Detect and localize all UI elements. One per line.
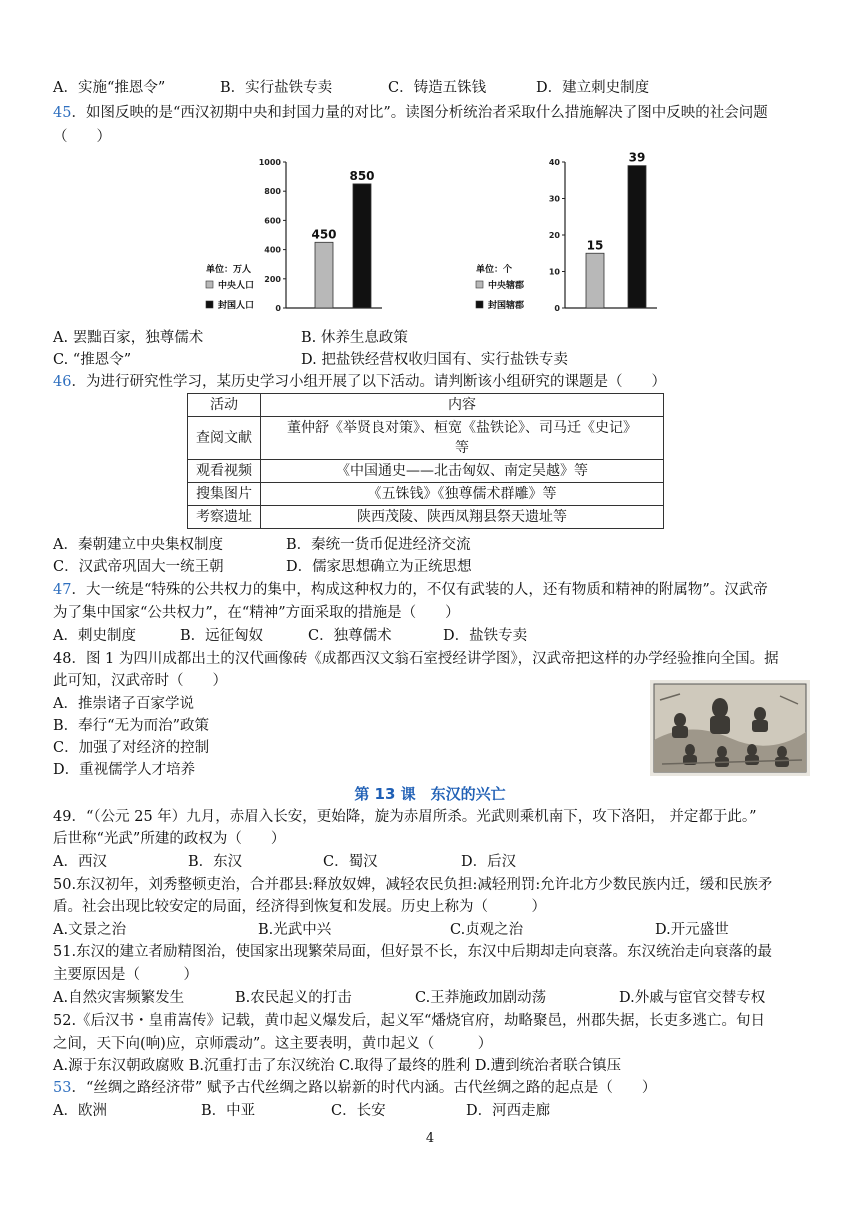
data-label: 15 [586, 238, 604, 253]
bar [586, 253, 604, 308]
q50-stem-line1: 50.东汉初年，刘秀整顿吏治，合并郡县:释放奴婢，减轻农民负担:减轻刑罚:允许北方少数民族内迁，缓和民族矛 [53, 877, 773, 893]
q46-options-row1 [53, 535, 471, 555]
legend-swatch [206, 301, 213, 308]
option-d: D．盐铁专卖 [443, 628, 528, 644]
population-bar-chart [200, 150, 390, 318]
legend-label: 封国人口 [218, 301, 255, 311]
table-cell: 《五铢钱》《独尊儒术群雕》等 [261, 483, 664, 506]
option-d: D．建立刺史制度 [536, 80, 650, 96]
option-c: C．蜀汉 [323, 854, 378, 870]
q47-stem-line1 [53, 580, 768, 600]
y-tick-label: 10 [548, 267, 560, 277]
table-cell: 搜集图片 [188, 483, 261, 506]
q49-stem-line2: 后世称“光武”所建的政权为（ ） [53, 831, 286, 847]
y-tick-label: 800 [264, 187, 281, 197]
table-row [188, 506, 664, 529]
option-a: A．推崇诸子百家学说 [53, 696, 194, 712]
table-cell: 考察遗址 [188, 506, 261, 529]
q51-stem-line2: 主要原因是（ ） [53, 967, 198, 983]
option-b: B. 休养生息政策 [301, 330, 408, 346]
q48-stem-line2: 此可知，汉武帝时（ ） [53, 673, 227, 689]
han-brick-relief-image [650, 680, 810, 776]
option-d: D．重视儒学人才培养 [53, 762, 196, 778]
y-tick-label: 20 [548, 231, 560, 240]
q53-stem [53, 1078, 656, 1098]
table-cell [261, 417, 664, 460]
question-number: 45 [53, 105, 72, 121]
option-a: A．刺史制度 [53, 628, 136, 644]
option-b: B．秦统一货币促进经济交流 [286, 537, 471, 553]
table-cell: 观看视频 [188, 460, 261, 483]
y-tick-label: 30 [548, 194, 560, 204]
page-number: 4 [425, 1131, 435, 1146]
cell-line: 等 [455, 440, 469, 456]
question-number: 53 [53, 1080, 72, 1096]
legend-swatch [206, 281, 213, 288]
question-text: ．大一统是“特殊的公共权力的集中，构成这种权力的，不仅有武装的人，还有物质和精神的附属物”。汉武帝 [71, 582, 768, 598]
table-header-row [188, 394, 664, 417]
y-tick-label: 1000 [258, 158, 281, 167]
table-row [188, 417, 664, 460]
table-cell: 查阅文献 [188, 417, 261, 460]
option-a: A.自然灾害频繁发生 [53, 990, 185, 1006]
option-d: D.外戚与宦官交替专权 [619, 990, 766, 1006]
legend-swatch [476, 281, 483, 288]
option-c: C. “推恩令” [53, 352, 132, 368]
y-tick-label: 400 [264, 245, 281, 255]
q51-stem-line1: 51.东汉的建立者励精图治，使国家出现繁荣局面，但好景不长，东汉中后期却走向衰落。东汉统治走向衰落的最 [53, 944, 773, 960]
section-heading: 第 13 课 东汉的兴亡 [354, 785, 506, 803]
table-cell: 陕西茂陵、陕西凤翔县祭天遗址等 [261, 506, 664, 529]
option-b: B．实行盐铁专卖 [220, 80, 333, 96]
data-label: 39 [628, 150, 646, 165]
unit-label: 单位：个 [476, 265, 513, 275]
q45-stem [53, 103, 768, 123]
bar [315, 242, 333, 308]
option-d: D．河西走廊 [466, 1103, 551, 1119]
option-b: B.农民起义的打击 [235, 990, 352, 1006]
q45-options-row2 [53, 350, 568, 370]
option-a: A.文景之治 [53, 922, 127, 938]
legend-label: 封国辖郡 [488, 301, 525, 311]
q46-stem [53, 372, 666, 392]
question-text: ．如图反映的是“西汉初期中央和封国力量的对比”。读图分析统治者采取什么措施解决了图中反映的社会问题 [71, 105, 768, 121]
option-b: B.光武中兴 [258, 922, 332, 938]
activity-table [187, 393, 664, 529]
option-d: D．儒家思想确立为正统思想 [286, 559, 472, 575]
option-a: A．秦朝建立中央集权制度 [53, 537, 223, 553]
bar [628, 166, 646, 308]
q52-options: A.源于东汉朝政腐败 B.沉重打击了东汉统治 C.取得了最终的胜利 D.遭到统治者联合镇压 [53, 1058, 622, 1074]
commandery-bar-chart [470, 150, 660, 318]
q45-options-row1 [53, 328, 408, 348]
option-c: C.贞观之治 [450, 922, 524, 938]
y-tick-label: 200 [264, 274, 281, 284]
question-text: ．为进行研究性学习，某历史学习小组开展了以下活动。请判断该小组研究的课题是（ ） [71, 374, 666, 390]
q49-options [53, 852, 516, 872]
option-c: C.王莽施政加剧动荡 [415, 990, 547, 1006]
option-c: C．汉武帝巩固大一统王朝 [53, 559, 224, 575]
option-b: B．中亚 [201, 1103, 256, 1119]
q52-stem-line2: 之间，天下向(响)应，京师震动”。这主要表明，黄巾起义（ ） [53, 1036, 493, 1052]
q50-stem-line2: 盾。社会出现比较安定的局面，经济得到恢复和发展。历史上称为（ ） [53, 899, 546, 915]
table-cell: 《中国通史——北击匈奴、南定吴越》等 [261, 460, 664, 483]
q51-options [53, 988, 765, 1008]
option-a: A．欧洲 [53, 1103, 107, 1119]
question-number: 46 [53, 374, 72, 390]
table-row [188, 483, 664, 506]
option-a: A. 罢黜百家，独尊儒术 [53, 330, 204, 346]
option-b: B．东汉 [188, 854, 243, 870]
q48-stem-line1: 48．图 1 为四川成都出土的汉代画像砖《成都西汉文翁石室授经讲学图》，汉武帝把这样的办学经验推向全国。据 [53, 651, 779, 667]
option-a: A．实施“推恩令” [53, 80, 166, 96]
option-c: C．铸造五铢钱 [388, 80, 487, 96]
q47-stem-line2: 为了集中国家“公共权力”，在“精神”方面采取的措施是（ ） [53, 605, 460, 621]
q52-stem-line1: 52.《后汉书・皇甫嵩传》记载，黄巾起义爆发后，起义军“燔烧官府，劫略聚邑，州郡失据，长吏多逃亡。旬日 [53, 1013, 765, 1029]
y-tick-label: 0 [275, 304, 281, 313]
q53-options [53, 1101, 550, 1121]
option-c: C．加强了对经济的控制 [53, 740, 210, 756]
q49-stem-line1: 49．“（公元 25 年）九月，赤眉入长安，更始降，旋为赤眉所杀。光武则乘机南下，攻下洛阳， 并定都于此。” [53, 809, 757, 825]
y-tick-label: 40 [548, 158, 560, 167]
option-a: A．西汉 [53, 854, 107, 870]
option-d: D. 把盐铁经营权收归国有、实行盐铁专卖 [301, 352, 568, 368]
header-content: 内容 [261, 394, 664, 417]
legend-label: 中央辖郡 [488, 281, 525, 291]
q50-options [53, 920, 729, 940]
table-row [188, 460, 664, 483]
question-number: 47 [53, 582, 72, 598]
data-label: 850 [349, 168, 375, 183]
option-d: D.开元盛世 [655, 922, 729, 938]
data-label: 450 [311, 227, 337, 242]
bar [353, 184, 371, 308]
option-b: B．远征匈奴 [180, 628, 264, 644]
y-tick-label: 0 [554, 304, 560, 313]
unit-label: 单位：万人 [206, 265, 252, 275]
question-text: ．“丝绸之路经济带” 赋予古代丝绸之路以崭新的时代内涵。古代丝绸之路的起点是（ ） [71, 1080, 657, 1096]
legend-swatch [476, 301, 483, 308]
q44-options [53, 78, 649, 98]
option-c: C．独尊儒术 [308, 628, 392, 644]
y-tick-label: 600 [264, 216, 281, 226]
legend-label: 中央人口 [218, 281, 255, 291]
option-d: D．后汉 [461, 854, 517, 870]
q46-options-row2 [53, 557, 472, 577]
header-activity: 活动 [188, 394, 261, 417]
q45-paren: （ ） [53, 129, 111, 145]
cell-line: 董仲舒《举贤良对策》、桓宽《盐铁论》、司马迁《史记》 [287, 420, 637, 436]
option-c: C．长安 [331, 1103, 386, 1119]
q47-options [53, 626, 527, 646]
option-b: B．奉行“无为而治”政策 [53, 718, 209, 734]
